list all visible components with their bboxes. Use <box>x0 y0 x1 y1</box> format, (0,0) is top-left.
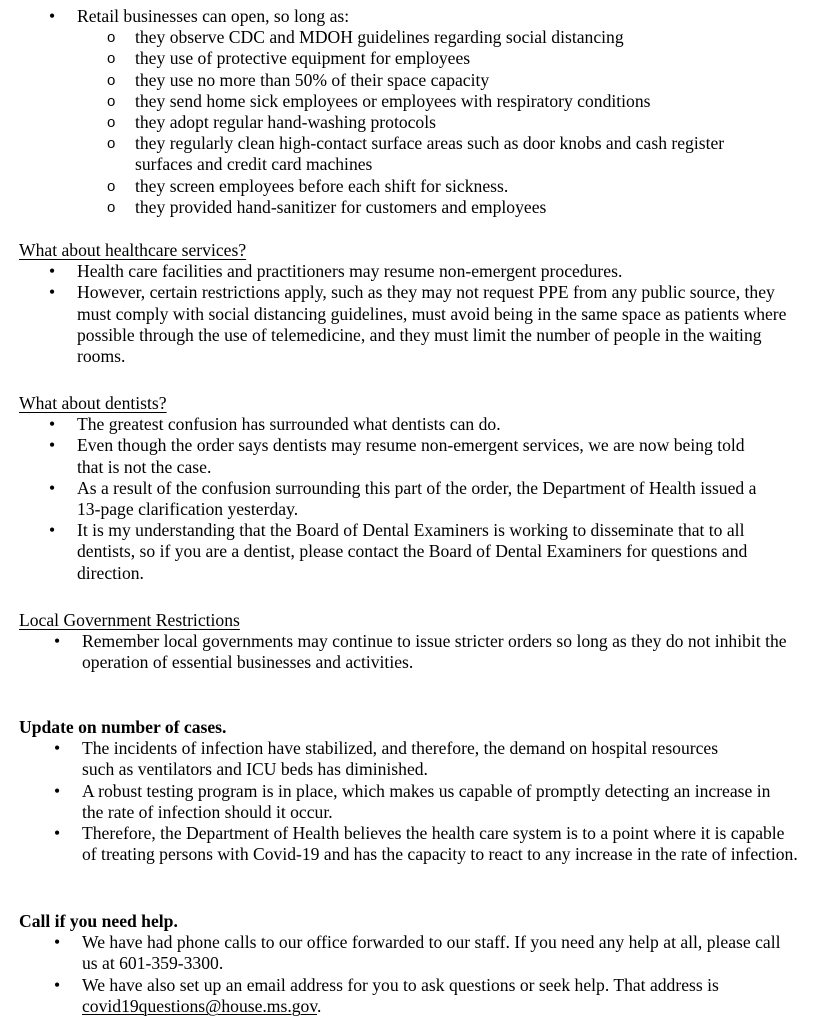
sub-marker: o <box>107 177 116 195</box>
list-item <box>19 738 799 780</box>
bullet-marker: • <box>54 974 61 995</box>
bullet-marker: • <box>54 738 61 759</box>
retail-condition: they provided hand-sanitizer for customers and employees <box>135 196 547 217</box>
list-item <box>19 520 799 584</box>
dentists-item: Even though the order says dentists may resume non-emergent services, we are now being told that is not the case. <box>77 435 745 477</box>
cases-item: Therefore, the Department of Health believes the health care system is to a point where it is capable of treating persons with Covid-19 and has the capacity to react to any increase in the rate of infection. <box>82 823 798 865</box>
email-link[interactable]: covid19questions@house.ms.gov <box>82 995 317 1016</box>
sub-list-item <box>19 91 799 112</box>
cases-item: The incidents of infection have stabilized, and therefore, the demand on hospital resources such as ventilators and ICU beds has diminished. <box>82 738 719 780</box>
bullet-marker: • <box>54 780 61 801</box>
sub-marker: o <box>107 198 116 216</box>
help-list <box>19 932 799 1017</box>
sub-marker: o <box>107 71 116 89</box>
sub-list-item <box>19 176 799 197</box>
cases-heading: Update on number of cases. <box>19 717 227 737</box>
bullet-marker: • <box>49 477 56 498</box>
bullet-marker: • <box>49 520 56 541</box>
retail-section <box>19 6 799 218</box>
bullet-marker: • <box>49 6 56 26</box>
sub-list-item <box>19 27 799 48</box>
retail-conditions-list <box>19 27 799 218</box>
list-item <box>19 631 799 673</box>
retail-condition: they regularly clean high-contact surface areas such as door knobs and cash register surfaces and credit card machines <box>135 133 725 175</box>
sub-marker: o <box>107 29 116 47</box>
dentists-list <box>19 414 799 584</box>
cases-list <box>19 738 799 865</box>
retail-condition: they screen employees before each shift for sickness. <box>135 175 509 196</box>
bullet-marker: • <box>54 932 61 953</box>
cases-item: A robust testing program is in place, which makes us capable of promptly detecting an increase in the rate of infection should it occur. <box>82 780 771 822</box>
retail-condition: they use no more than 50% of their space capacity <box>135 69 490 90</box>
sub-list-item <box>19 48 799 69</box>
sub-marker: o <box>107 135 116 153</box>
cases-section <box>19 717 799 865</box>
sub-list-item <box>19 112 799 133</box>
help-item: We have had phone calls to our office forwarded to our staff. If you need any help at all, please call us at 601-359-3300. <box>82 932 781 974</box>
list-item <box>19 261 799 282</box>
help-section <box>19 911 799 1017</box>
bullet-marker: • <box>49 435 56 456</box>
bullet-marker: • <box>54 823 61 844</box>
retail-intro: Retail businesses can open, so long as: <box>77 6 350 26</box>
list-item <box>19 478 799 520</box>
retail-list <box>19 6 799 218</box>
sub-list-item <box>19 197 799 218</box>
healthcare-heading: What about healthcare services? <box>19 240 247 260</box>
healthcare-item: Health care facilities and practitioners may resume non-emergent procedures. <box>77 261 623 282</box>
sub-marker: o <box>107 50 116 68</box>
retail-condition: they observe CDC and MDOH guidelines regarding social distancing <box>135 27 624 48</box>
bullet-marker: • <box>54 631 61 652</box>
retail-condition: they adopt regular hand-washing protocols <box>135 112 436 133</box>
bullet-marker: • <box>49 282 56 303</box>
retail-condition: they use of protective equipment for employees <box>135 48 471 69</box>
list-item <box>19 932 799 974</box>
local-government-item: Remember local governments may continue to issue stricter orders so long as they do not inhibit the operation of essential businesses and activities. <box>82 631 787 673</box>
dentists-heading: What about dentists? <box>19 393 167 413</box>
local-government-heading: Local Government Restrictions <box>19 610 240 630</box>
list-item <box>19 823 799 865</box>
local-government-section <box>19 610 799 674</box>
local-government-list <box>19 631 799 673</box>
retail-condition: they send home sick employees or employees with respiratory conditions <box>135 90 651 111</box>
list-item <box>19 435 799 477</box>
sub-marker: o <box>107 114 116 132</box>
bullet-marker: • <box>49 414 56 435</box>
dentists-item: The greatest confusion has surrounded what dentists can do. <box>77 414 501 435</box>
dentists-item: As a result of the confusion surrounding this part of the order, the Department of Health issued a 13-page clarification yesterday. <box>77 477 757 520</box>
help-item-end: . <box>316 995 322 1016</box>
list-item <box>19 414 799 435</box>
dentists-section <box>19 393 799 584</box>
sub-list-item <box>19 70 799 91</box>
healthcare-list <box>19 261 799 367</box>
healthcare-section <box>19 240 799 367</box>
dentists-item: It is my understanding that the Board of Dental Examiners is working to disseminate that to all dentists, so if you are a dentist, please contact the Board of Dental Examiners for questions and direction. <box>77 520 748 583</box>
help-item-text: We have also set up an email address for you to ask questions or seek help. That address is <box>82 974 719 995</box>
bullet-marker: • <box>49 261 56 282</box>
help-heading: Call if you need help. <box>19 911 178 931</box>
list-item <box>19 6 799 218</box>
list-item <box>19 781 799 823</box>
healthcare-item: However, certain restrictions apply, such as they may not request PPE from any public source, they must comply with social distancing guidelines, must avoid being in the same space as patients where possible through the use of telemedicine, and they must limit the number of people in the waiting rooms. <box>77 282 787 367</box>
sub-marker: o <box>107 92 116 110</box>
sub-list-item <box>19 133 799 175</box>
list-item <box>19 282 799 367</box>
list-item <box>19 975 799 1017</box>
